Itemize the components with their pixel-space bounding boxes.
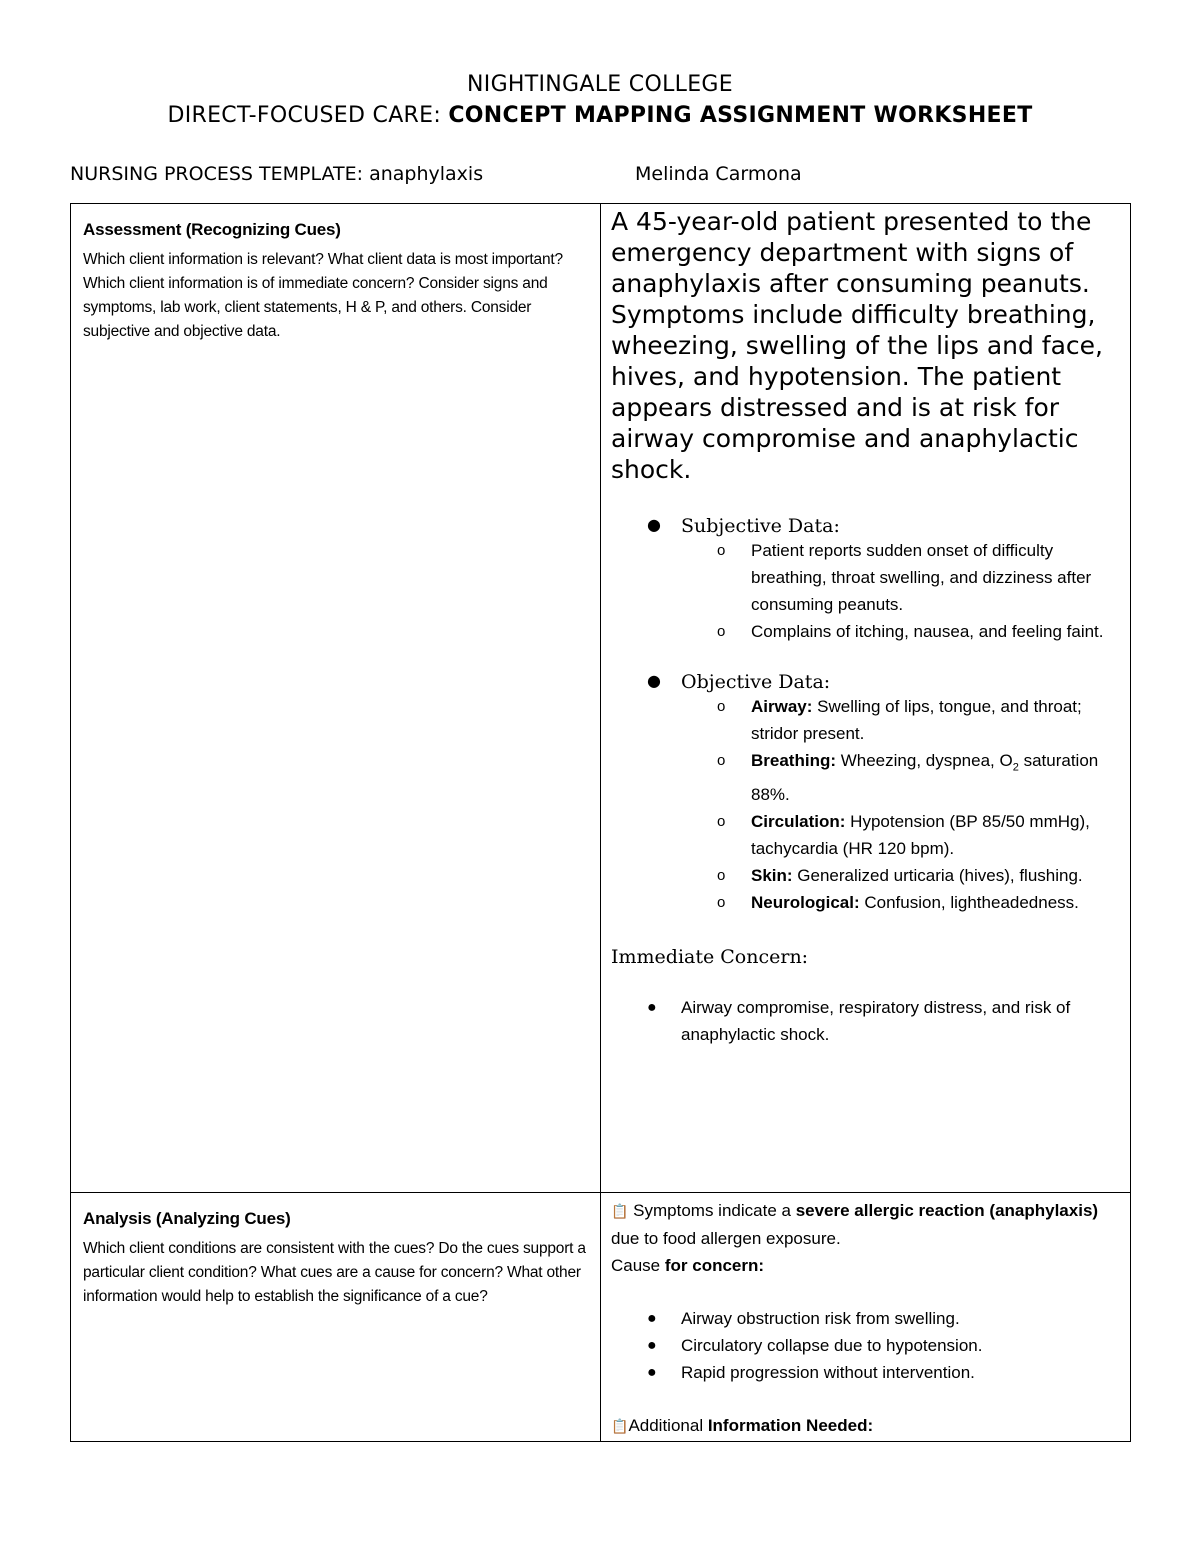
- assessment-answer-cell: [601, 204, 1131, 1193]
- cause-item: [647, 1332, 1120, 1359]
- objective-list: [611, 671, 1120, 916]
- additional-bold: Information Needed:: [707, 1416, 874, 1435]
- objective-label: Skin:: [751, 866, 793, 886]
- clipboard-icon: 📋: [611, 1418, 629, 1434]
- objective-label: Airway:: [751, 697, 813, 716]
- analysis-prompt: Which client conditions are consistent with the cues? Do the cues support a particular client condition? What cues are a cause for concern? What other information would help to establish the significance of a cue?: [83, 1240, 586, 1305]
- student-name: Melinda Carmona: [635, 163, 802, 185]
- additional-prefix: Additional: [628, 1416, 708, 1435]
- bullet-icon: ●: [647, 515, 661, 534]
- course-title-bold: CONCEPT MAPPING ASSIGNMENT WORKSHEET: [448, 103, 1033, 128]
- cause-text: Circulatory collapse due to hypotension.: [681, 1336, 983, 1355]
- analysis-answer-cell: [601, 1193, 1131, 1442]
- circle-bullet-icon: o: [717, 813, 726, 831]
- concern-text: Airway compromise, respiratory distress, and risk of anaphylactic shock.: [681, 998, 1071, 1045]
- objective-label: Breathing:: [751, 751, 836, 770]
- subjective-sublist: [681, 537, 1120, 645]
- circle-bullet-icon: o: [717, 867, 726, 885]
- objective-detail: [717, 747, 1120, 808]
- subjective-text: Patient reports sudden onset of difficulty breathing, throat swelling, and dizziness after consuming peanuts.: [751, 541, 1092, 614]
- objective-detail: [717, 889, 1120, 916]
- bullet-icon: ●: [647, 999, 657, 1017]
- subjective-list: [611, 515, 1120, 645]
- circle-bullet-icon: o: [717, 542, 726, 559]
- objective-text: saturation 88%.: [751, 751, 1099, 805]
- cause-item: [647, 1359, 1120, 1386]
- worksheet-title: [0, 103, 1200, 128]
- circle-bullet-icon: o: [717, 894, 726, 912]
- template-label: NURSING PROCESS TEMPLATE:: [70, 163, 370, 185]
- objective-detail: [717, 808, 1120, 862]
- circle-bullet-icon: o: [717, 698, 726, 715]
- objective-label: Neurological:: [751, 893, 860, 913]
- circle-bullet-icon: o: [717, 623, 726, 640]
- analysis-title: Analysis (Analyzing Cues): [83, 1209, 291, 1228]
- cause-text: Rapid progression without intervention.: [681, 1363, 975, 1382]
- course-prefix: DIRECT-FOCUSED CARE:: [167, 103, 449, 128]
- assessment-row: [71, 204, 1131, 1193]
- clipboard-icon: 📋: [611, 1203, 629, 1219]
- bullet-icon: ●: [647, 1364, 657, 1381]
- analysis-row: [71, 1193, 1131, 1442]
- subjective-heading: Subjective Data:: [681, 515, 840, 537]
- objective-text: Confusion, lightheadedness.: [859, 893, 1079, 913]
- bullet-icon: ●: [647, 671, 661, 690]
- patient-scenario: A 45-year-old patient presented to the emergency department with signs of anaphylaxis after consuming peanuts. Symptoms include difficulty breathing, wheezing, swelling of the lips and face, hives, and hypotension. The patient appears distressed and is at risk for airway compromise and anaphylactic shock.: [611, 207, 1104, 484]
- objective-text: Swelling of lips, tongue, and throat; stridor present.: [751, 697, 1082, 743]
- nursing-process-table: [70, 203, 1131, 1442]
- objective-label: Circulation:: [751, 812, 846, 832]
- assessment-prompt-cell: [71, 204, 601, 1193]
- subjective-item: [647, 515, 1120, 645]
- subjective-detail: [717, 537, 1120, 618]
- objective-detail: [717, 862, 1120, 889]
- bullet-icon: ●: [647, 1337, 657, 1354]
- objective-text: Wheezing, dyspnea, O: [836, 751, 1013, 770]
- circle-bullet-icon: o: [717, 752, 726, 769]
- immediate-concern-heading: Immediate Concern:: [611, 946, 809, 969]
- assessment-title: Assessment (Recognizing Cues): [83, 220, 341, 239]
- objective-text: Hypotension (BP 85/50 mmHg), tachycardia (HR 120 bpm).: [751, 812, 1090, 859]
- objective-item: [647, 671, 1120, 916]
- objective-text: Generalized urticaria (hives), flushing.: [792, 866, 1083, 886]
- additional-info: [611, 1412, 1120, 1440]
- cause-bold: for concern:: [664, 1256, 765, 1275]
- cause-item: [647, 1305, 1120, 1332]
- immediate-concern-list: [611, 994, 1120, 1048]
- cause-list: [611, 1305, 1120, 1386]
- template-line: [70, 163, 483, 185]
- cause-text: Airway obstruction risk from swelling.: [681, 1309, 960, 1328]
- analysis-text: Symptoms indicate a: [628, 1201, 796, 1220]
- cause-prefix: Cause: [611, 1256, 665, 1275]
- college-name: NIGHTINGALE COLLEGE: [467, 72, 733, 97]
- concern-item: [647, 994, 1120, 1048]
- cause-for-concern: [611, 1252, 1120, 1279]
- bullet-icon: ●: [647, 1310, 657, 1327]
- objective-sublist: [681, 693, 1120, 916]
- subscript: 2: [1012, 761, 1019, 774]
- analysis-summary: [611, 1197, 1120, 1252]
- analysis-prompt-cell: [71, 1193, 601, 1442]
- subjective-detail: [717, 618, 1120, 645]
- subjective-text: Complains of itching, nausea, and feeling faint.: [751, 622, 1104, 641]
- analysis-text: due to food allergen exposure.: [611, 1229, 841, 1248]
- analysis-bold: severe allergic reaction (anaphylaxis): [795, 1201, 1099, 1220]
- objective-detail: [717, 693, 1120, 747]
- objective-heading: Objective Data:: [681, 671, 831, 693]
- template-topic: anaphylaxis: [369, 163, 484, 185]
- assessment-prompt: Which client information is relevant? What client data is most important? Which client information is of immediate concern? Consider signs and symptoms, lab work, client statements, H & P, and others. Consider subjective and objective data.: [83, 251, 563, 340]
